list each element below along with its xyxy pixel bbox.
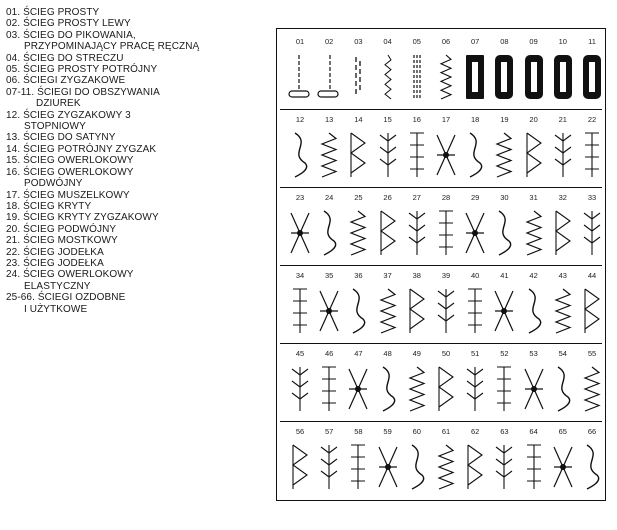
stitch-pattern-icon (373, 207, 403, 259)
stitch-pattern-icon (460, 51, 490, 103)
stitch-pattern-icon (460, 285, 490, 337)
legend-item-text: 13. ŚCIEG DO SATYNY (6, 132, 116, 144)
stitch-number: 58 (354, 427, 363, 436)
stitch-pattern-icon (285, 441, 315, 493)
legend-item-continuation: PODWÓJNY (24, 178, 83, 190)
stitch-number: 53 (529, 349, 538, 358)
legend-item-continuation: DZIUREK (36, 98, 81, 110)
stitch-number: 60 (412, 427, 421, 436)
legend-item (6, 64, 268, 75)
stitch-pattern-icon (431, 129, 461, 181)
stitch-pattern-icon (548, 285, 578, 337)
stitch-number: 59 (383, 427, 392, 436)
stitch-pattern-icon (519, 285, 549, 337)
stitch-pattern-icon (548, 129, 578, 181)
stitch-number: 23 (295, 193, 305, 202)
legend-item-text: 24. ŚCIEG OWERLOKOWY (6, 269, 134, 281)
stitch-table (276, 28, 606, 501)
stitch-pattern-icon (548, 441, 578, 493)
legend-item-continuation: ELASTYCZNY (24, 280, 91, 292)
stitch-number: 27 (412, 193, 421, 202)
legend-item (6, 132, 268, 143)
stitch-pattern-icon (431, 363, 461, 415)
stitch-number: 65 (558, 427, 567, 436)
stitch-number: 01 (295, 37, 305, 46)
stitch-pattern-icon (577, 441, 607, 493)
stitch-pattern-icon (519, 207, 549, 259)
stitch-pattern-icon (285, 207, 315, 259)
stitch-pattern-icon (548, 207, 578, 259)
legend-item-text: 18. ŚCIEG KRYTY (6, 200, 92, 212)
stitch-number: 63 (500, 427, 509, 436)
stitch-number: 50 (441, 349, 451, 358)
stitch-number: 02 (325, 37, 334, 46)
stitch-pattern-icon (402, 285, 432, 337)
legend-item-text: 12. ŚCIEG ZYGZAKOWY 3 (6, 109, 131, 121)
stitch-number: 17 (441, 115, 451, 124)
stitch-pattern-icon (577, 285, 607, 337)
legend-item (6, 167, 268, 190)
stitch-pattern-icon (285, 285, 315, 337)
stitch-pattern-icon (431, 285, 461, 337)
stitch-pattern-icon (343, 129, 373, 181)
stitch-number: 56 (295, 427, 305, 436)
legend-item (6, 224, 268, 235)
table-row-divider (280, 187, 602, 188)
legend-item (6, 212, 268, 223)
stitch-number: 39 (441, 271, 451, 280)
stitch-number: 06 (441, 37, 451, 46)
stitch-pattern-icon (577, 129, 607, 181)
legend-item-continuation: PRZYPOMINAJĄCY PRACĘ RĘCZNĄ (24, 41, 200, 53)
stitch-number: 18 (471, 115, 480, 124)
legend-item-text: 23. ŚCIEG JODEŁKA (6, 257, 104, 269)
stitch-number: 46 (325, 349, 334, 358)
stitch-number-row (280, 426, 602, 438)
stitch-number: 10 (558, 37, 567, 46)
stitch-number: 13 (325, 115, 334, 124)
stitch-number: 09 (529, 37, 538, 46)
stitch-pattern-icon (314, 51, 344, 103)
stitch-pattern-icon (548, 363, 578, 415)
stitch-number: 30 (500, 193, 509, 202)
stitch-pattern-icon (343, 363, 373, 415)
legend-item (6, 190, 268, 201)
stitch-number: 64 (529, 427, 538, 436)
stitch-pattern-icon (489, 51, 519, 103)
stitch-pattern-icon (314, 285, 344, 337)
legend-item (6, 235, 268, 246)
stitch-pattern-icon (402, 363, 432, 415)
stitch-number-row (280, 270, 602, 282)
stitch-number: 55 (587, 349, 597, 358)
stitch-number: 33 (587, 193, 597, 202)
stitch-number: 43 (558, 271, 567, 280)
legend-item-text: 15. ŚCIEG OWERLOKOWY (6, 155, 134, 167)
legend-item (6, 75, 268, 86)
stitch-number: 35 (325, 271, 334, 280)
stitch-number: 31 (529, 193, 538, 202)
table-row-divider (280, 421, 602, 422)
legend-item (6, 7, 268, 18)
stitch-number: 61 (441, 427, 451, 436)
stitch-number-row (280, 348, 602, 360)
stitch-pattern-icon (402, 207, 432, 259)
stitch-pattern-icon (489, 207, 519, 259)
legend-item-text: 22. ŚCIEG JODEŁKA (6, 246, 104, 258)
stitch-number: 45 (295, 349, 305, 358)
stitch-pattern-icon (373, 441, 403, 493)
stitch-pattern-icon (314, 129, 344, 181)
stitch-number: 28 (441, 193, 451, 202)
legend-item (6, 110, 268, 133)
stitch-number: 57 (325, 427, 334, 436)
stitch-number: 14 (354, 115, 363, 124)
stitch-pattern-icon (314, 441, 344, 493)
table-row-divider (280, 109, 602, 110)
stitch-pattern-icon (431, 207, 461, 259)
stitch-number: 26 (383, 193, 392, 202)
stitch-number: 20 (529, 115, 538, 124)
stitch-pattern-icon (343, 51, 373, 103)
stitch-pattern-icon (314, 363, 344, 415)
table-row-divider (280, 343, 602, 344)
stitch-number: 11 (588, 37, 596, 46)
stitch-number: 04 (383, 37, 392, 46)
legend-item-text: 17. ŚCIEG MUSZELKOWY (6, 189, 130, 201)
stitch-pattern-icon (402, 129, 432, 181)
legend-item-text: 07-11. ŚCIEGI DO OBSZYWANIA (6, 86, 160, 98)
stitch-number: 66 (587, 427, 597, 436)
stitch-pattern-icon (373, 51, 403, 103)
legend-item (6, 30, 268, 53)
stitch-pattern-icon (343, 207, 373, 259)
stitch-number: 62 (471, 427, 480, 436)
stitch-number: 25 (354, 193, 363, 202)
stitch-number: 51 (471, 349, 480, 358)
stitch-pattern-icon (519, 129, 549, 181)
stitch-number: 36 (354, 271, 363, 280)
legend-item (6, 258, 268, 269)
legend-item-text: 16. ŚCIEG OWERLOKOWY (6, 166, 134, 178)
legend-item-text: 14. ŚCIEG POTRÓJNY ZYGZAK (6, 143, 157, 155)
stitch-number: 24 (325, 193, 334, 202)
stitch-number: 05 (412, 37, 421, 46)
stitch-pattern-icon (431, 441, 461, 493)
stitch-number: 40 (471, 271, 480, 280)
stitch-pattern-icon (373, 363, 403, 415)
stitch-pattern-icon (373, 285, 403, 337)
legend-item (6, 53, 268, 64)
stitch-number: 29 (471, 193, 480, 202)
stitch-number: 44 (587, 271, 597, 280)
stitch-number: 37 (383, 271, 392, 280)
stitch-pattern-icon (489, 129, 519, 181)
stitch-pattern-icon (402, 441, 432, 493)
legend-item-continuation: STOPNIOWY (24, 121, 86, 133)
stitch-number: 21 (558, 115, 567, 124)
stitch-pattern-icon (402, 51, 432, 103)
legend-item-text: 04. ŚCIEG DO STRECZU (6, 52, 124, 64)
stitch-pattern-icon (373, 129, 403, 181)
stitch-pattern-icon (489, 363, 519, 415)
legend-item (6, 201, 268, 212)
stitch-number: 07 (471, 37, 480, 46)
stitch-pattern-icon (519, 363, 549, 415)
stitch-pattern-icon (460, 441, 490, 493)
legend-item (6, 18, 268, 29)
legend-item-text: 06. ŚCIEGI ZYGZAKOWE (6, 75, 126, 87)
legend-item (6, 292, 268, 315)
stitch-pattern-icon (285, 129, 315, 181)
stitch-number: 12 (295, 115, 305, 124)
stitch-number-row (280, 36, 602, 48)
legend-item (6, 87, 268, 110)
legend-item-text: 05. ŚCIEG PROSTY POTRÓJNY (6, 64, 158, 76)
stitch-number: 03 (354, 37, 363, 46)
stitch-number: 15 (383, 115, 392, 124)
stitch-pattern-icon (489, 285, 519, 337)
stitch-number: 19 (500, 115, 509, 124)
stitch-legend (6, 7, 268, 315)
stitch-pattern-icon (285, 363, 315, 415)
stitch-number: 52 (500, 349, 509, 358)
legend-item-continuation: I UŻYTKOWE (24, 303, 88, 315)
stitch-pattern-icon (577, 363, 607, 415)
stitch-pattern-icon (343, 441, 373, 493)
stitch-pattern-icon (489, 441, 519, 493)
table-row-divider (280, 265, 602, 266)
stitch-number: 22 (587, 115, 597, 124)
stitch-number: 08 (500, 37, 509, 46)
legend-item (6, 144, 268, 155)
stitch-number: 48 (383, 349, 392, 358)
stitch-number: 41 (500, 271, 509, 280)
legend-item-text: 25-66. ŚCIEGI OZDOBNE (6, 292, 126, 304)
stitch-pattern-icon (431, 51, 461, 103)
stitch-pattern-icon (519, 51, 549, 103)
stitch-pattern-icon (548, 51, 578, 103)
stitch-number: 38 (412, 271, 421, 280)
legend-item-text: 02. ŚCIEG PROSTY LEWY (6, 18, 131, 30)
stitch-pattern-icon (460, 363, 490, 415)
stitch-number-row (280, 114, 602, 126)
stitch-pattern-icon (460, 207, 490, 259)
stitch-pattern-icon (577, 51, 607, 103)
stitch-pattern-icon (519, 441, 549, 493)
stitch-number: 32 (558, 193, 567, 202)
legend-item-text: 21. ŚCIEG MOSTKOWY (6, 235, 118, 247)
stitch-number: 42 (529, 271, 538, 280)
legend-item-text: 01. ŚCIEG PROSTY (6, 7, 100, 18)
legend-item (6, 247, 268, 258)
stitch-number-row (280, 192, 602, 204)
legend-item-text: 20. ŚCIEG PODWÓJNY (6, 223, 117, 235)
stitch-pattern-icon (314, 207, 344, 259)
stitch-number: 49 (412, 349, 421, 358)
stitch-pattern-icon (343, 285, 373, 337)
stitch-number: 54 (558, 349, 567, 358)
legend-item (6, 269, 268, 292)
stitch-pattern-icon (460, 129, 490, 181)
stitch-number: 34 (295, 271, 305, 280)
stitch-pattern-icon (285, 51, 315, 103)
stitch-pattern-icon (577, 207, 607, 259)
legend-item (6, 155, 268, 166)
stitch-number: 16 (412, 115, 421, 124)
legend-item-text: 19. ŚCIEG KRYTY ZYGZAKOWY (6, 212, 159, 224)
legend-item-text: 03. ŚCIEG DO PIKOWANIA, (6, 29, 136, 41)
stitch-number: 47 (354, 349, 363, 358)
